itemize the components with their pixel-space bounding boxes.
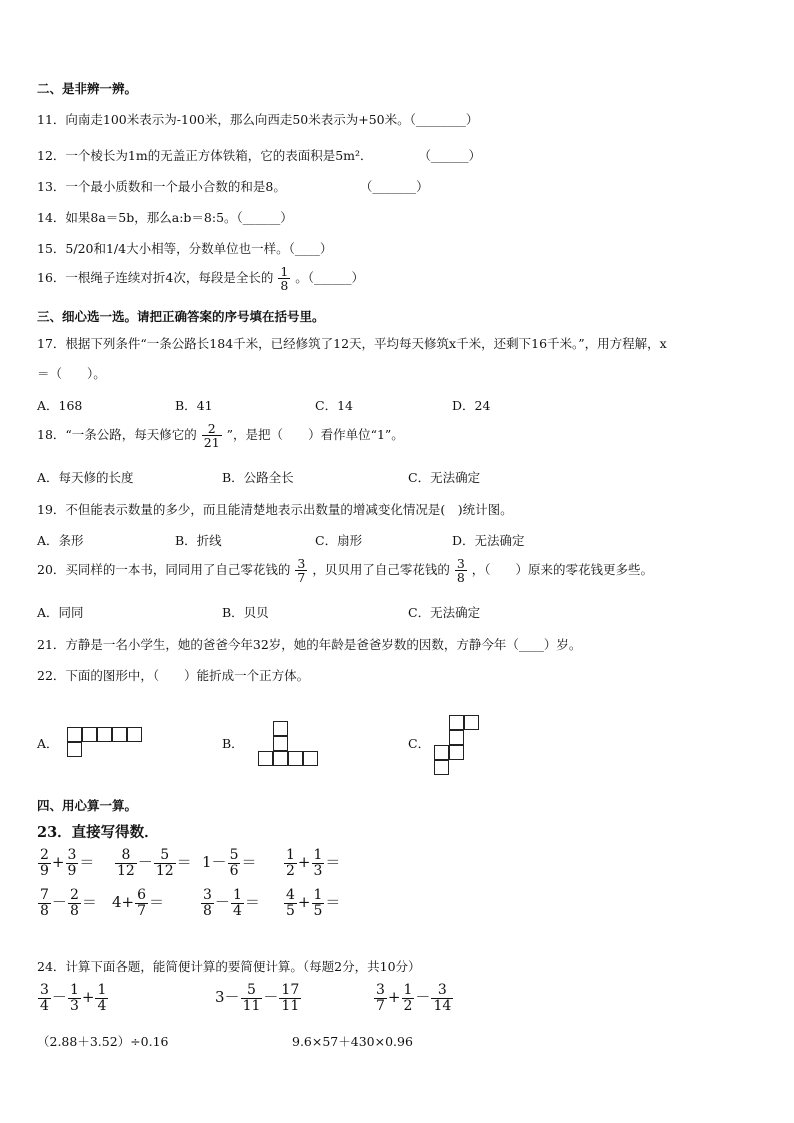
fraction-denominator: 14: [433, 997, 452, 1014]
q20-option-c: C．无法确定: [408, 605, 481, 620]
q18-option-a: A．每天修的长度: [37, 470, 134, 485]
operator: －: [263, 988, 279, 1007]
q19-option-c: C．扇形: [315, 533, 363, 548]
equals: ＝: [176, 853, 192, 872]
calc-23-1: [37, 848, 94, 878]
equals: ＝: [325, 853, 341, 872]
fraction-numerator: 2: [202, 422, 222, 436]
question-20-mid: ，贝贝用了自己零花钱的: [312, 562, 450, 578]
calc-23-4: [283, 848, 340, 878]
fraction-denominator: 4: [40, 997, 49, 1014]
equals: ＝: [79, 853, 95, 872]
net-square: [127, 727, 142, 742]
question-24-title: 24．计算下面各题，能简便计算的要简便计算。（每题2分，共10分）: [37, 959, 421, 974]
equals: ＝: [149, 893, 165, 912]
section2-title: 二、是非辨一辨。: [37, 81, 138, 96]
fraction-denominator: 11: [242, 997, 261, 1014]
question-23-title: 23．直接写得数．: [37, 824, 159, 841]
question-13-blank: （_______）: [359, 179, 429, 194]
fraction-numerator: 3: [203, 887, 212, 903]
fraction-numerator: 5: [241, 983, 263, 999]
fraction-numerator: 3: [456, 556, 465, 571]
calc-23-8: [283, 888, 340, 918]
operator: －: [51, 893, 67, 912]
fraction-numerator: 3: [376, 982, 385, 998]
operator: －: [415, 988, 431, 1007]
fraction-numerator: 3: [40, 982, 49, 998]
fraction-numerator: 1: [97, 982, 107, 998]
fraction-numerator: 1: [232, 887, 242, 903]
fraction-numerator: 5: [229, 847, 239, 863]
fraction-numerator: 6: [137, 887, 147, 903]
q20-option-a: A．同同: [37, 605, 84, 620]
fraction-denominator: 8: [456, 570, 465, 586]
question-16-post: 。（______）: [295, 270, 365, 286]
fraction-numerator: 17: [281, 982, 300, 998]
question-12-text: 12．一个棱长为1m的无盖正方体铁箱，它的表面积是5m²．: [37, 148, 373, 163]
net-square: [273, 721, 288, 736]
question-18-pre: 18．“一条公路，每天修它的: [37, 427, 197, 443]
operator: －: [137, 853, 153, 872]
fraction-numerator: 2: [40, 847, 49, 863]
question-14: 14．如果8a＝5b，那么a:b＝8:5。（______）: [37, 210, 293, 225]
question-13-text: 13．一个最小质数和一个最小合数的和是8。: [37, 179, 286, 194]
operator: +: [121, 893, 135, 912]
net-square: [67, 727, 82, 742]
fraction-three-sevenths: [295, 557, 307, 584]
calc-23-2: [114, 848, 192, 878]
fraction-numerator: 1: [403, 982, 413, 998]
fraction-numerator: 3: [297, 556, 306, 571]
fraction-three-eighths: [455, 557, 467, 584]
fraction-two-21sts: [202, 422, 222, 449]
question-11: 11．向南走100米表示为-100米，那么向西走50米表示为+50米。（________）: [37, 112, 479, 127]
q18-option-b: B．公路全长: [222, 470, 294, 485]
fraction-denominator: 5: [313, 902, 323, 919]
fraction-numerator: 1: [313, 847, 323, 863]
fraction-one-eighth: [278, 265, 290, 292]
q19-option-a: A．条形: [37, 533, 84, 548]
equals: ＝: [81, 893, 97, 912]
net-square: [112, 727, 127, 742]
fraction-denominator: 4: [97, 997, 107, 1014]
equals: ＝: [241, 853, 257, 872]
question-16: [37, 265, 364, 292]
question-22: 22．下面的图形中，（ ）能折成一个正方体。: [37, 668, 310, 683]
fraction-denominator: 7: [297, 570, 306, 586]
question-18-post: ”，是把（ ）看作单位“1”。: [226, 427, 404, 443]
fraction-numerator: 3: [67, 847, 77, 863]
fraction-numerator: 3: [431, 983, 453, 999]
fraction-denominator: 8: [40, 902, 49, 919]
q18-option-c: C．无法确定: [408, 470, 481, 485]
section3-title: 三、细心选一选。请把正确答案的序号填在括号里。: [37, 309, 325, 324]
question-20-post: ，（ ）原来的零花钱更多些。: [471, 562, 654, 578]
net-square: [449, 715, 464, 730]
question-12: [37, 146, 481, 164]
equals: ＝: [244, 893, 260, 912]
q20-option-b: B．贝贝: [222, 605, 269, 620]
calc-23-3: [202, 848, 257, 878]
q17-option-c: C．14: [315, 398, 353, 413]
question-16-pre: 16．一根绳子连续对折4次，每段是全长的: [37, 270, 274, 286]
fraction-denominator: 12: [155, 862, 174, 879]
question-18: [37, 422, 404, 449]
fraction-denominator: 4: [232, 902, 242, 919]
question-17-line1: 17．根据下列条件“一条公路长184千米，已经修筑了12天，平均每天修筑x千米，还剩下16千米。”，用方程解，x: [37, 336, 667, 351]
fraction-denominator: 21: [203, 435, 220, 451]
q22-label-c: C．: [408, 736, 431, 751]
net-square: [97, 727, 112, 742]
fraction-denominator: 7: [137, 902, 147, 919]
question-20: [37, 557, 653, 584]
calc-24-5: 9.6×57＋430×0.96: [292, 1034, 413, 1049]
fraction-denominator: 2: [286, 862, 295, 879]
operator: －: [211, 853, 227, 872]
q17-option-d: D．24: [452, 398, 491, 413]
calc-24-2: [215, 983, 302, 1013]
fraction-denominator: 9: [40, 862, 49, 879]
fraction-denominator: 8: [203, 902, 212, 919]
net-square: [82, 727, 97, 742]
question-21: 21．方静是一名小学生，她的爸爸今年32岁，她的年龄是爸爸岁数的因数，方静今年（____）岁。: [37, 637, 582, 652]
equals: ＝: [325, 893, 341, 912]
fraction-denominator: 8: [69, 902, 79, 919]
fraction-denominator: 3: [69, 997, 79, 1014]
calc-23-6: [112, 888, 164, 918]
calc-23-7: [200, 888, 260, 918]
operator: －: [214, 893, 230, 912]
operator: －: [224, 988, 240, 1007]
whole-number: 4: [112, 893, 122, 912]
net-square: [464, 715, 479, 730]
fraction-numerator: 5: [154, 848, 176, 864]
calc-24-4: （2.88＋3.52）÷0.16: [37, 1034, 169, 1049]
fraction-numerator: 8: [115, 848, 137, 864]
fraction-numerator: 1: [280, 264, 289, 279]
net-square: [449, 730, 464, 745]
net-square: [288, 751, 303, 766]
whole-number: 1: [202, 853, 212, 872]
operator: +: [51, 853, 65, 872]
net-square: [258, 751, 273, 766]
fraction-denominator: 2: [403, 997, 413, 1014]
calc-23-5: [37, 888, 97, 918]
question-13: [37, 177, 429, 195]
fraction-denominator: 6: [229, 862, 239, 879]
operator: +: [387, 988, 401, 1007]
whole-number: 3: [215, 988, 225, 1007]
q17-option-b: B．41: [175, 398, 213, 413]
net-square: [303, 751, 318, 766]
fraction-numerator: 1: [286, 847, 295, 863]
q17-option-a: A．168: [37, 398, 83, 413]
fraction-denominator: 9: [67, 862, 77, 879]
fraction-numerator: 2: [69, 887, 79, 903]
q22-label-a: A．: [37, 736, 59, 751]
q19-option-d: D．无法确定: [452, 533, 525, 548]
fraction-denominator: 8: [280, 278, 289, 294]
fraction-denominator: 7: [376, 997, 385, 1014]
net-square: [449, 745, 464, 760]
fraction-denominator: 11: [281, 997, 300, 1014]
net-square: [67, 742, 82, 757]
fraction-denominator: 3: [313, 862, 323, 879]
fraction-denominator: 5: [286, 902, 295, 919]
operator: －: [51, 988, 67, 1007]
question-15: 15．5/20和1/4大小相等，分数单位也一样。（____）: [37, 241, 333, 256]
fraction-numerator: 4: [286, 887, 295, 903]
net-square: [273, 751, 288, 766]
question-19: 19．不但能表示数量的多少，而且能清楚地表示出数量的增减变化情况是( )统计图。: [37, 502, 513, 517]
net-square: [434, 745, 449, 760]
fraction-numerator: 1: [69, 982, 79, 998]
operator: +: [297, 893, 311, 912]
net-square: [273, 736, 288, 751]
fraction-numerator: 7: [40, 887, 49, 903]
net-square: [434, 760, 449, 775]
q19-option-b: B．折线: [175, 533, 222, 548]
operator: +: [297, 853, 311, 872]
calc-24-1: [37, 983, 109, 1013]
section4-title: 四、用心算一算。: [37, 798, 138, 813]
operator: +: [81, 988, 95, 1007]
q22-label-b: B．: [222, 736, 244, 751]
question-20-pre: 20．买同样的一本书，同同用了自己零花钱的: [37, 562, 291, 578]
fraction-numerator: 1: [313, 887, 323, 903]
calc-24-3: [373, 983, 454, 1013]
fraction-denominator: 12: [117, 862, 135, 879]
question-12-blank: （______）: [418, 148, 482, 163]
question-17-line2: ＝（ ）。: [37, 366, 106, 381]
